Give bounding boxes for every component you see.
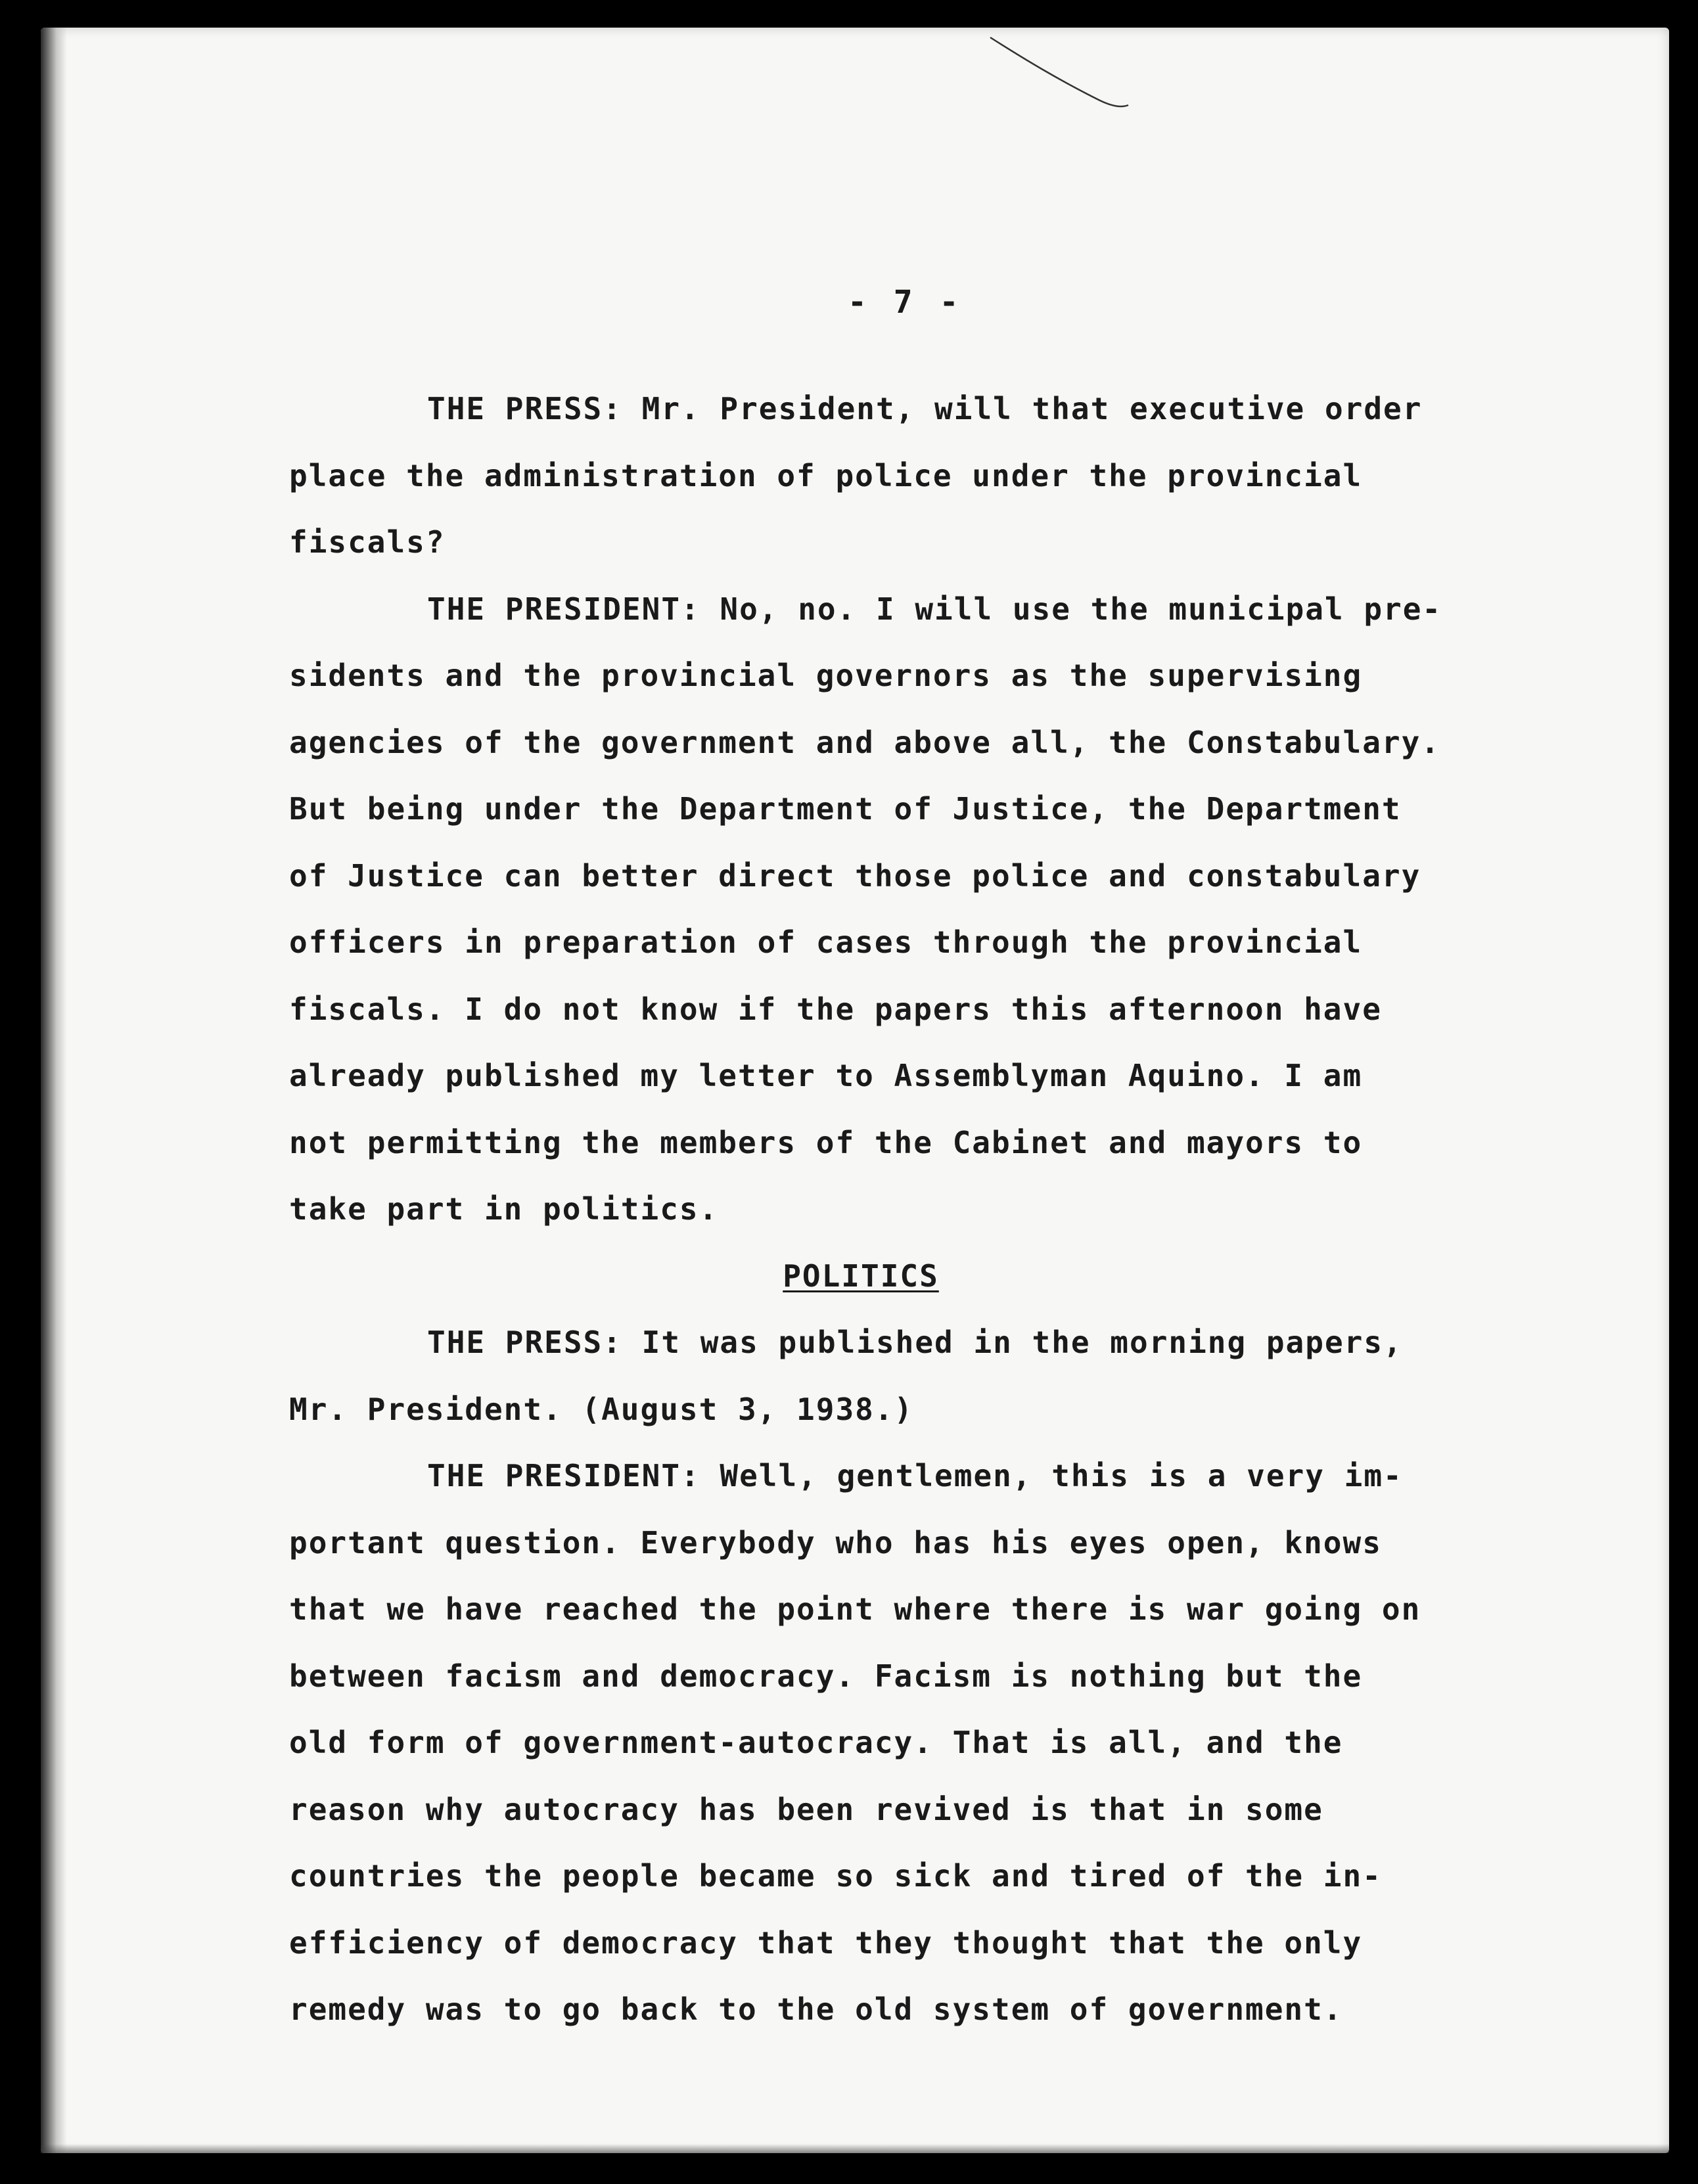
- paper-bottom-edge: [41, 2144, 1669, 2153]
- text-line: officers in preparation of cases through the provincial: [289, 924, 1363, 960]
- text-line: But being under the Department of Justice, the Department: [289, 791, 1402, 827]
- text-line: place the administration of police under the provincial: [289, 457, 1363, 493]
- text-line: THE PRESS: It was published in the morning papers,: [427, 1325, 1403, 1360]
- paper-crease-mark: [987, 34, 1145, 113]
- page-number: - 7 -: [848, 284, 963, 321]
- text-line: sidents and the provincial governors as the supervising: [289, 658, 1363, 693]
- text-line: THE PRESIDENT: No, no. I will use the municipal pre-: [427, 591, 1442, 627]
- text-line: not permitting the members of the Cabinet and mayors to: [289, 1124, 1363, 1160]
- paper-left-edge: [41, 28, 67, 2153]
- text-line: fiscals. I do not know if the papers this afternoon have: [289, 991, 1382, 1027]
- text-line: between facism and democracy. Facism is nothing but the: [289, 1658, 1363, 1694]
- paragraph: [289, 576, 1525, 1243]
- text-line: THE PRESS: Mr. President, will that executive order: [427, 391, 1423, 426]
- text-line: take part in politics.: [289, 1191, 719, 1227]
- section-heading: POLITICS: [783, 1258, 939, 1294]
- text-line: fiscals?: [289, 524, 446, 560]
- text-line: remedy was to go back to the old system of government.: [289, 1991, 1343, 2027]
- text-line: of Justice can better direct those police and constabulary: [289, 857, 1421, 894]
- document-body: [289, 275, 1525, 2043]
- text-line: already published my letter to Assemblyman Aquino. I am: [289, 1058, 1363, 1093]
- text-line: Mr. President. (August 3, 1938.): [289, 1391, 914, 1427]
- paragraph: [289, 1309, 1525, 1443]
- text-line: THE PRESIDENT: Well, gentlemen, this is a very im-: [427, 1458, 1403, 1493]
- text-line: countries the people became so sick and tired of the in-: [289, 1858, 1382, 1894]
- text-line: agencies of the government and above all, the Constabulary.: [289, 724, 1440, 760]
- text-line: efficiency of democracy that they thought that the only: [289, 1924, 1363, 1961]
- text-line: that we have reached the point where there is war going on: [289, 1591, 1421, 1627]
- text-line: old form of government-autocracy. That is all, and the: [289, 1725, 1343, 1760]
- paragraph: [289, 376, 1525, 576]
- text-line: reason why autocracy has been revived is that in some: [289, 1791, 1323, 1827]
- text-line: portant question. Everybody who has his eyes open, knows: [289, 1524, 1382, 1560]
- paragraph: [289, 1443, 1525, 2043]
